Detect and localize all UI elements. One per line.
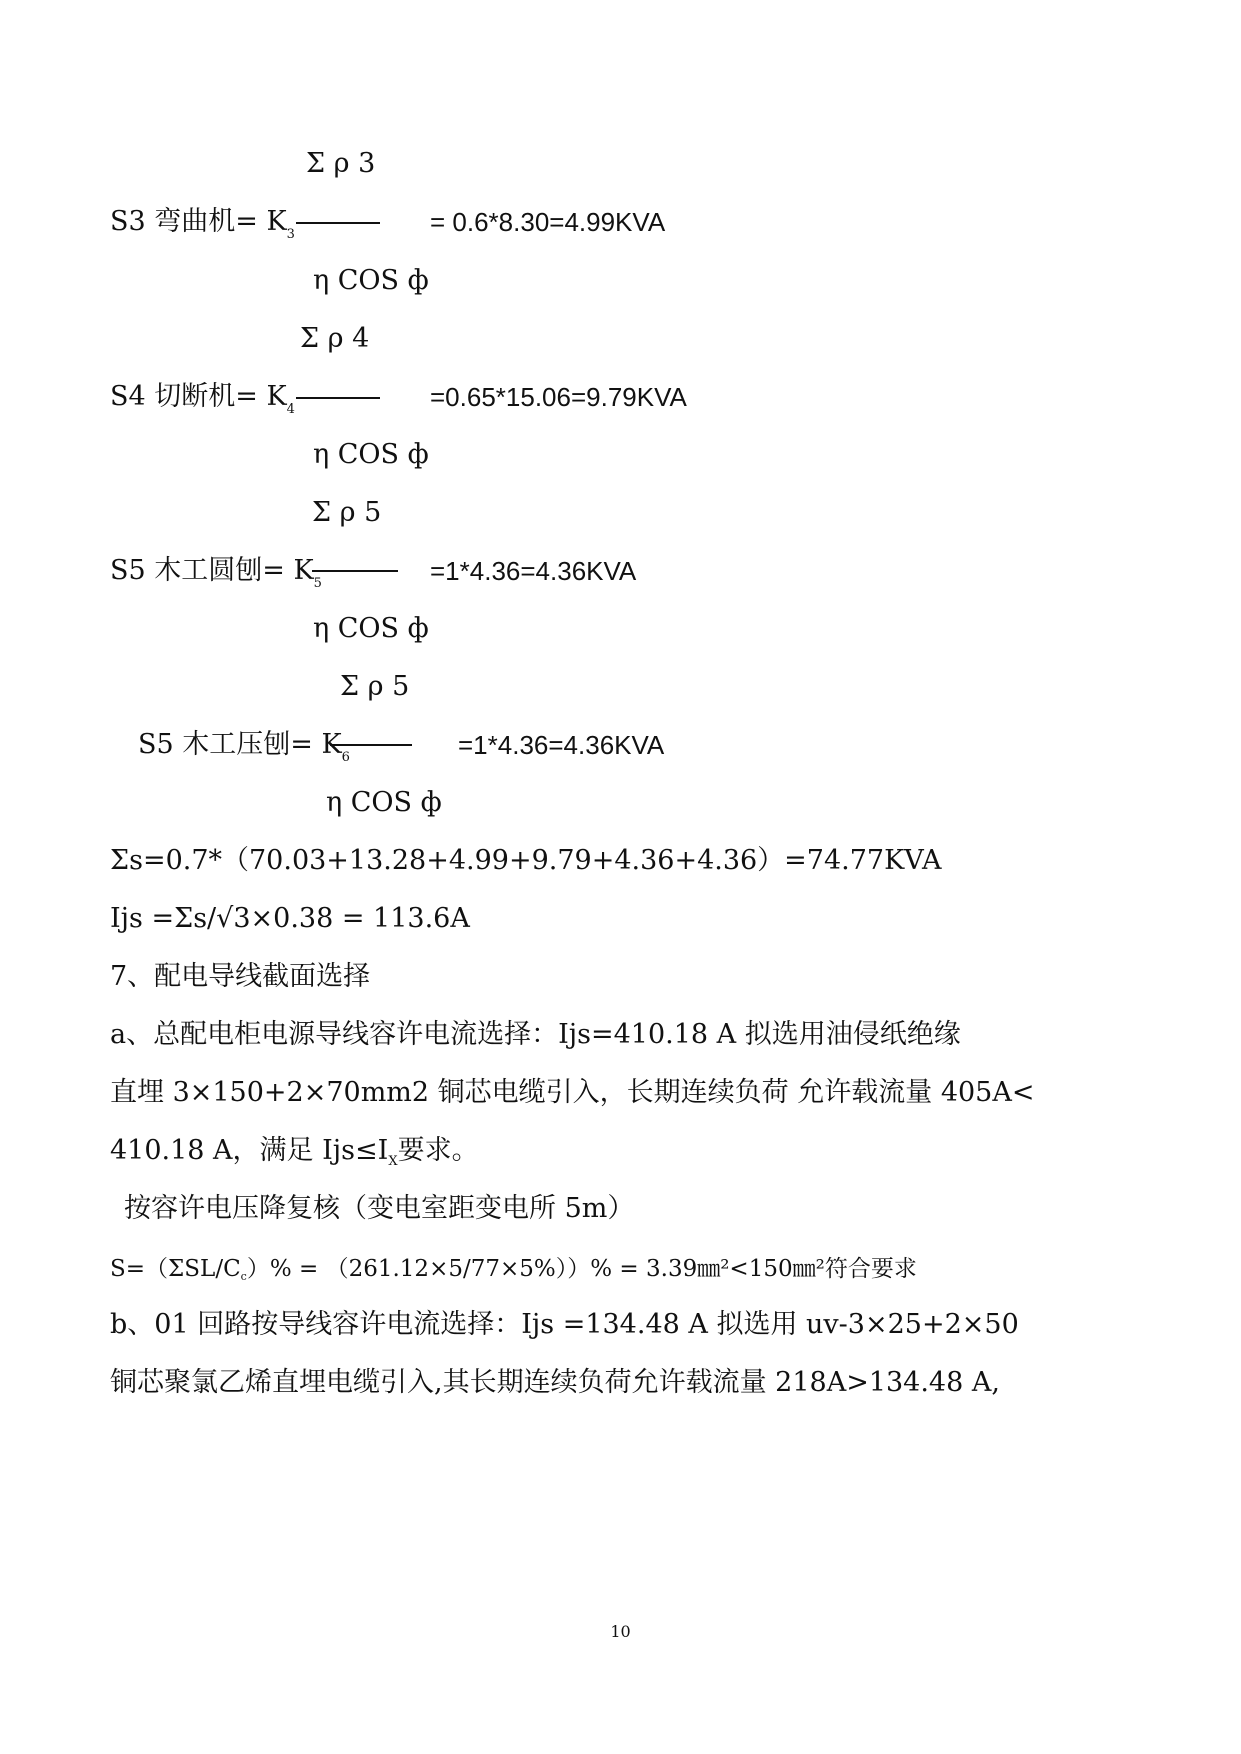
ijs-line: Ijs =Σs/√3×0.38 = 113.6A — [110, 903, 470, 934]
fraction-line — [330, 744, 412, 746]
formula-numerator: Σ ρ 5 — [340, 671, 410, 702]
formula-denominator: η COS ф — [313, 613, 429, 644]
fraction-line — [296, 222, 380, 224]
formula-denominator: η COS ф — [326, 787, 442, 818]
formula-label: S4 切断机= $K_4$ — [110, 381, 295, 417]
formula-label: S5 木工圆刨= $K_5$ — [110, 555, 322, 591]
section-heading: 7、配电导线截面选择 — [110, 961, 371, 992]
paragraph-line: 直埋 3×150+2×70mm2 铜芯电缆引入，长期连续负荷 允许载流量 405A< — [110, 1077, 1035, 1108]
sum-s-line: Σs=0.7*（70.03+13.28+4.99+9.79+4.36+4.36）=74.77KVA — [110, 845, 942, 876]
formula-result: =1*4.36=4.36KVA — [458, 730, 665, 760]
paragraph-line: b、01 回路按导线容许电流选择：Ijs =134.48 A 拟选用 uv-3×25+2×50 — [110, 1309, 1019, 1340]
formula-numerator: Σ ρ 3 — [306, 148, 376, 179]
formula-result: = 0.6*8.30=4.99KVA — [430, 207, 666, 237]
paragraph-line: a、总配电柜电源导线容许电流选择：Ijs=410.18 A 拟选用油侵纸绝缘 — [110, 1019, 961, 1050]
formula-label: S5 木工压刨= $K_6$ — [138, 729, 350, 765]
page-number: 10 — [610, 1622, 631, 1641]
formula-denominator: η COS ф — [313, 265, 429, 296]
fraction-line — [296, 397, 380, 399]
paragraph-line: 铜芯聚氯乙烯直埋电缆引入,其长期连续负荷允许载流量 218A>134.48 A, — [110, 1367, 1000, 1398]
formula-denominator: η COS ф — [313, 439, 429, 470]
paragraph-line: 410.18 A，满足 $Ijs\le I_X$要求。 — [110, 1135, 479, 1169]
formula-numerator: Σ ρ 4 — [300, 323, 370, 354]
formula-line: S=（ΣSL/Cc）% = （261.12×5/77×5%））% = 3.39㎜²<150㎜²符合要求 — [110, 1256, 917, 1283]
formula-result: =0.65*15.06=9.79KVA — [430, 382, 687, 412]
fraction-line — [312, 570, 398, 572]
formula-numerator: Σ ρ 5 — [312, 497, 382, 528]
paragraph-line: 按容许电压降复核（变电室距变电所 5m） — [124, 1193, 635, 1224]
formula-result: =1*4.36=4.36KVA — [430, 556, 637, 586]
formula-label: S3 弯曲机= $K_3$ — [110, 206, 295, 242]
